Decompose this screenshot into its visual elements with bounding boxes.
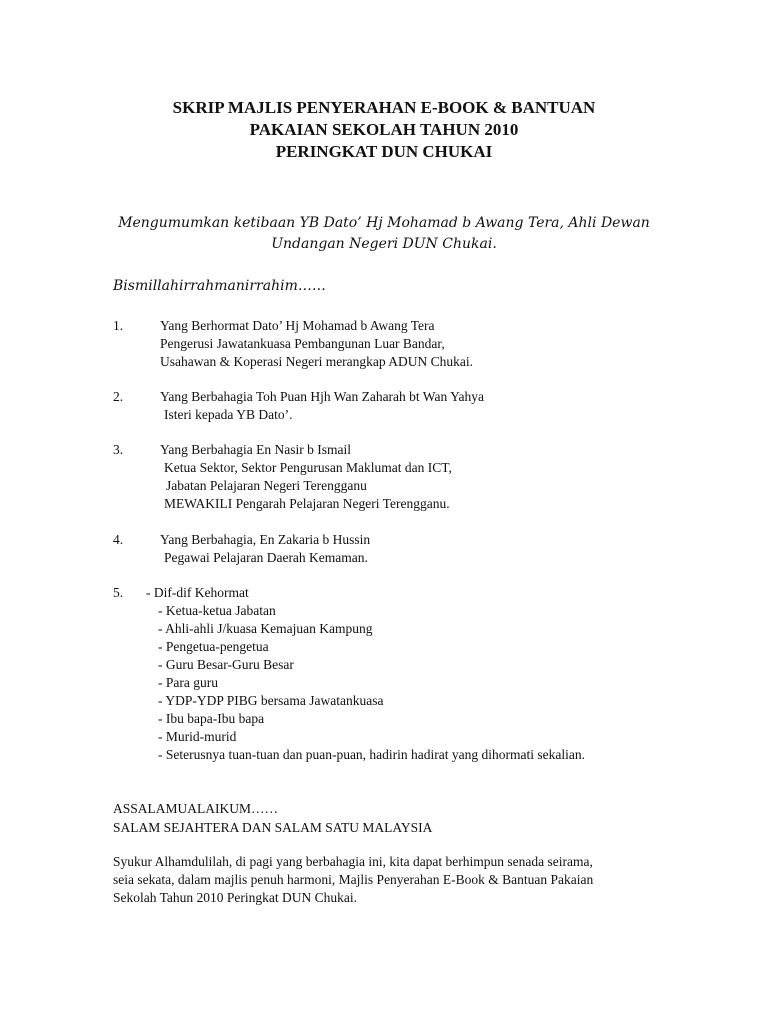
greeting bbox=[113, 799, 432, 837]
entry-line: Yang Berbahagia En Nasir b Ismail bbox=[160, 442, 351, 457]
announcement-line-2: Undangan Negeri DUN Chukai. bbox=[271, 236, 497, 252]
announcement-line-1: Mengumumkan ketibaan YB Dato’ Hj Mohamad b Awang Tera, Ahli Dewan bbox=[118, 215, 650, 231]
list-item: - Ahli-ahli J/kuasa Kemajuan Kampung bbox=[158, 621, 373, 636]
bismillah-text: Bismillahirrahmanirrahim…… bbox=[113, 278, 326, 294]
opening-paragraph bbox=[113, 853, 673, 907]
greeting-line-2: SALAM SEJAHTERA DAN SALAM SATU MALAYSIA bbox=[113, 820, 433, 835]
entry-line: MEWAKILI Pengarah Pelajaran Negeri Terengganu. bbox=[164, 496, 450, 511]
greeting-line-1: ASSALAMUALAIKUM…… bbox=[113, 801, 279, 816]
entry-line: Ketua Sektor, Sektor Pengurusan Maklumat dan ICT, bbox=[164, 460, 452, 475]
list-item: - Ketua-ketua Jabatan bbox=[158, 603, 276, 618]
entry-number: 2. bbox=[113, 389, 124, 404]
guest-list bbox=[158, 602, 585, 764]
entry-line: Yang Berhormat Dato’ Hj Mohamad b Awang Tera bbox=[160, 318, 435, 333]
list-item: - Para guru bbox=[158, 675, 218, 690]
list-item: - Guru Besar-Guru Besar bbox=[158, 657, 294, 672]
entry-heading: - Dif-dif Kehormat bbox=[146, 585, 249, 600]
document-title bbox=[60, 97, 708, 163]
list-item: - Ibu bapa-Ibu bapa bbox=[158, 711, 265, 726]
entry-number: 4. bbox=[113, 532, 124, 547]
paragraph-line-3: Sekolah Tahun 2010 Peringkat DUN Chukai. bbox=[113, 890, 358, 905]
entry-line: Jabatan Pelajaran Negeri Terengganu bbox=[166, 478, 367, 493]
list-item: - Murid-murid bbox=[158, 729, 237, 744]
entry-line: Pengerusi Jawatankuasa Pembangunan Luar Bandar, bbox=[160, 336, 445, 351]
entry-number: 5. bbox=[113, 585, 124, 600]
entry-line: Isteri kepada YB Dato’. bbox=[164, 407, 293, 422]
entry-number: 1. bbox=[113, 318, 124, 333]
title-line-2: PAKAIAN SEKOLAH TAHUN 2010 bbox=[249, 120, 519, 139]
list-item: - Seterusnya tuan-tuan dan puan-puan, hadirin hadirat yang dihormati sekalian. bbox=[158, 747, 585, 762]
paragraph-line-1: Syukur Alhamdulilah, di pagi yang berbahagia ini, kita dapat berhimpun senada seirama, bbox=[113, 854, 593, 869]
entry-number: 3. bbox=[113, 442, 124, 457]
list-item: - YDP-YDP PIBG bersama Jawatankuasa bbox=[158, 693, 384, 708]
entry-line: Pegawai Pelajaran Daerah Kemaman. bbox=[164, 550, 368, 565]
paragraph-line-2: seia sekata, dalam majlis penuh harmoni, Majlis Penyerahan E-Book & Bantuan Pakaian bbox=[113, 872, 594, 887]
entry-line: Usahawan & Koperasi Negeri merangkap ADUN Chukai. bbox=[160, 354, 474, 369]
list-item: - Pengetua-pengetua bbox=[158, 639, 269, 654]
title-line-3: PERINGKAT DUN CHUKAI bbox=[275, 142, 493, 161]
arrival-announcement bbox=[100, 213, 668, 255]
entry-line: Yang Berbahagia Toh Puan Hjh Wan Zaharah bt Wan Yahya bbox=[160, 389, 484, 404]
title-line-1: SKRIP MAJLIS PENYERAHAN E-BOOK & BANTUAN bbox=[172, 98, 596, 117]
entry-line: Yang Berbahagia, En Zakaria b Hussin bbox=[160, 532, 371, 547]
